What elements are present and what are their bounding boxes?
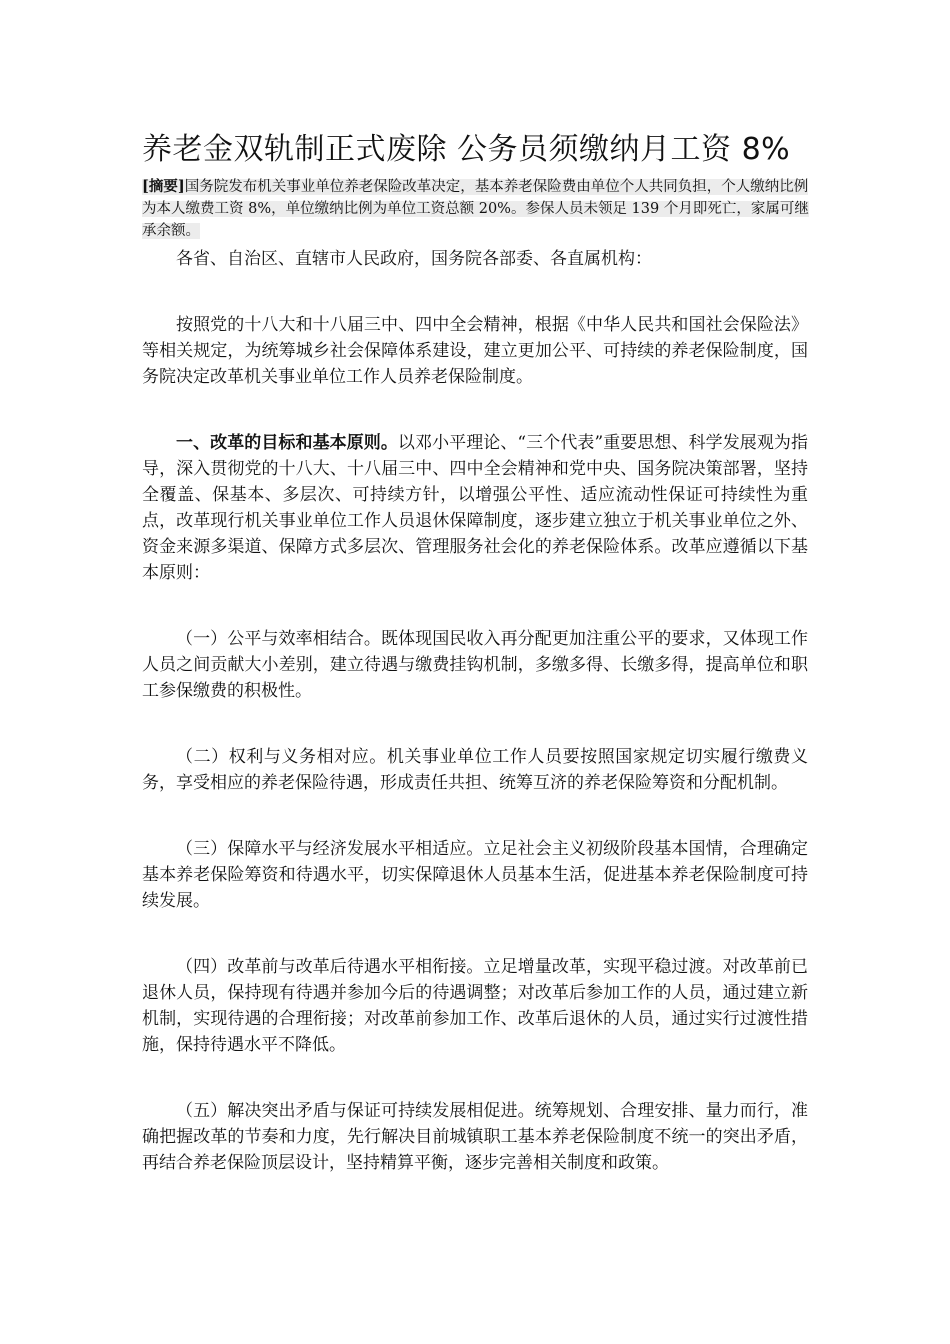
section-heading: 一、改革的目标和基本原则。 (176, 433, 398, 453)
paragraph (142, 954, 808, 1058)
salutation: 各省、自治区、直辖市人民政府，国务院各部委、各直属机构： (176, 249, 652, 269)
summary-tag: [摘要] (142, 178, 185, 195)
document-body (142, 246, 808, 1216)
paragraph (142, 1098, 808, 1176)
paragraph-text: （五）解决突出矛盾与保证可持续发展相促进。统筹规划、合理安排、量力而行，准确把握改革的节奏和力度，先行解决目前城镇职工基本养老保险制度不统一的突出矛盾，再结合养老保险顶层设计，坚持精算平衡，逐步完善相关制度和政策。 (142, 1101, 808, 1173)
paragraph (142, 312, 808, 390)
paragraph (142, 626, 808, 704)
summary-block (142, 176, 812, 242)
paragraph-text: （三）保障水平与经济发展水平相适应。立足社会主义初级阶段基本国情，合理确定基本养老保险筹资和待遇水平，切实保障退休人员基本生活，促进基本养老保险制度可持续发展。 (142, 839, 808, 911)
paragraph (142, 836, 808, 914)
paragraph-text: （四）改革前与改革后待遇水平相衔接。立足增量改革，实现平稳过渡。对改革前已退休人员，保持现有待遇并参加今后的待遇调整；对改革后参加工作的人员，通过建立新机制，实现待遇的合理衔接；对改革前参加工作、改革后退休的人员，通过实行过渡性措施，保持待遇水平不降低。 (142, 957, 808, 1055)
paragraph (142, 744, 808, 796)
paragraph-text: 按照党的十八大和十八届三中、四中全会精神，根据《中华人民共和国社会保险法》等相关规定，为统筹城乡社会保障体系建设，建立更加公平、可持续的养老保险制度，国务院决定改革机关事业单位工作人员养老保险制度。 (142, 315, 808, 387)
paragraph-text: （一）公平与效率相结合。既体现国民收入再分配更加注重公平的要求，又体现工作人员之间贡献大小差别，建立待遇与缴费挂钩机制，多缴多得、长缴多得，提高单位和职工参保缴费的积极性。 (142, 629, 808, 701)
document-title: 养老金双轨制正式废除 公务员须缴纳月工资 8% (142, 132, 791, 167)
paragraph-text: 以邓小平理论、“三个代表”重要思想、科学发展观为指导，深入贯彻党的十八大、十八届三中、四中全会精神和党中央、国务院决策部署，坚持全覆盖、保基本、多层次、可持续方针，以增强公平性、适应流动性保证可持续性为重点，改革现行机关事业单位工作人员退休保障制度，逐步建立独立于机关事业单位之外、资金来源多渠道、保障方式多层次、管理服务社会化的养老保险体系。改革应遵循以下基本原则： (142, 433, 808, 583)
paragraph-text: （二）权利与义务相对应。机关事业单位工作人员要按照国家规定切实履行缴费义务，享受相应的养老保险待遇，形成责任共担、统筹互济的养老保险筹资和分配机制。 (142, 747, 808, 793)
summary-highlight (142, 179, 809, 239)
summary-text: 国务院发布机关事业单位养老保险改革决定，基本养老保险费由单位个人共同负担，个人缴纳比例为本人缴费工资 8%，单位缴纳比例为单位工资总额 20%。参保人员未领足 139 个月即死亡，家属可继承余额。 (142, 179, 809, 239)
paragraph (142, 430, 808, 586)
